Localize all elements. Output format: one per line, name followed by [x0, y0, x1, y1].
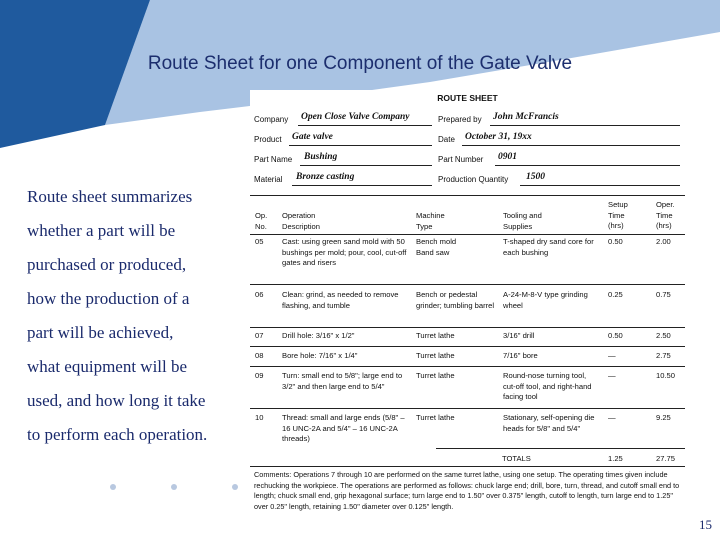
route-sheet — [250, 90, 685, 525]
machine-type: Turret lathe — [416, 413, 455, 422]
date-field — [438, 132, 683, 145]
page-number: 15 — [699, 517, 712, 532]
totals-setup: 1.25 — [608, 454, 623, 463]
prepared-by-field — [438, 112, 683, 125]
machine-type: Bench or pedestal grinder; tumbling barrel — [416, 290, 495, 310]
material-field — [254, 172, 432, 185]
row-rule — [250, 408, 685, 409]
operation-description: Drill hole: 3/16" x 1/2" — [282, 331, 355, 340]
part-name-field — [254, 152, 432, 165]
date-label: Date — [438, 135, 455, 144]
machine-type: Bench mold Band saw — [416, 237, 457, 257]
setup-time: 0.25 — [608, 290, 623, 299]
part-number-field — [438, 152, 683, 165]
bullet-line: part will be achieved, — [27, 323, 174, 342]
operation-description: Clean: grind, as needed to remove flashing, and tumble — [282, 290, 399, 310]
tooling-supplies: Stationary, self-opening die heads for 5/8" and 5/4" — [503, 413, 595, 433]
table-top-rule — [250, 195, 685, 196]
field-line — [300, 165, 432, 166]
setup-time: — — [608, 413, 616, 422]
row-rule — [250, 327, 685, 328]
field-line — [495, 165, 680, 166]
route-sheet-comments: Comments: Operations 7 through 10 are performed on the same turret lathe, using one setup. The operating times given include rechucking the workpiece. The operations are performed as follows: chuck large end; drill, bore, turn, thread, and cutoff small end to length; chuck small end, grip hexagonal surface; turn large end to 1.50" over 0.375" length, cutoff to length, turn large end to 1.25" over 0.25" length, retaining 1.50" diameter over 0.125" length. — [254, 470, 680, 511]
bullet-line: purchased or produced, — [27, 255, 187, 274]
machine-type: Turret lathe — [416, 371, 455, 380]
company-label: Company — [254, 115, 289, 124]
op-number: 10 — [255, 413, 264, 422]
field-line — [462, 145, 680, 146]
oper-time: 0.75 — [656, 290, 671, 299]
oper-time: 2.00 — [656, 237, 671, 246]
dot — [171, 484, 177, 490]
tooling-supplies: Round-nose turning tool, cut-off tool, and right-hand facing tool — [503, 371, 592, 401]
col-tooling-header: Tooling and Supplies — [503, 211, 542, 231]
bullet-line: to perform each operation. — [27, 425, 208, 444]
prepared-by-value: John McFrancis — [493, 112, 559, 122]
setup-time: — — [608, 371, 616, 380]
field-line — [289, 145, 432, 146]
production-quantity-field — [438, 172, 683, 185]
operation-description: Bore hole: 7/16" x 1/4" — [282, 351, 358, 360]
route-sheet-title: ROUTE SHEET — [437, 93, 498, 103]
part-number-label: Part Number — [438, 155, 484, 164]
totals-oper: 27.75 — [656, 454, 676, 463]
totals-label: TOTALS — [502, 454, 531, 463]
bullet-line: whether a part will be — [27, 221, 176, 240]
part-name-label: Part Name — [254, 155, 293, 164]
oper-time: 9.25 — [656, 413, 671, 422]
product-field — [254, 132, 432, 145]
operation-description: Thread: small and large ends (5/8" – 16 UNC-2A and 5/4" – 16 UNC-2A threads) — [282, 413, 405, 443]
material-value: Bronze casting — [296, 172, 355, 182]
machine-type: Turret lathe — [416, 331, 455, 340]
prepared-by-label: Prepared by — [438, 115, 482, 124]
tooling-supplies: T-shaped dry sand core for each bushing — [503, 237, 594, 257]
machine-type: Turret lathe — [416, 351, 455, 360]
bullet-text — [27, 180, 249, 452]
field-line — [292, 185, 432, 186]
bullet-line: Route sheet summarizes — [27, 187, 193, 206]
oper-time: 2.75 — [656, 351, 671, 360]
dot — [232, 484, 238, 490]
production-quantity-label: Production Quantity — [438, 175, 509, 184]
slide-title: Route Sheet for one Component of the Gate Valve — [147, 53, 573, 74]
col-setup-header: Setup Time (hrs) — [608, 200, 628, 230]
part-number-value: 0901 — [498, 152, 517, 162]
header-rule — [250, 234, 685, 235]
bullet-line: what equipment will be — [27, 357, 188, 376]
totals-top-rule — [436, 448, 685, 449]
part-name-value: Bushing — [304, 152, 338, 162]
field-line — [490, 125, 680, 126]
col-oper-header: Oper. Time (hrs) — [656, 200, 675, 230]
op-number: 07 — [255, 331, 264, 340]
row-rule — [250, 284, 685, 285]
op-number: 08 — [255, 351, 264, 360]
oper-time: 10.50 — [656, 371, 676, 380]
operation-description: Cast: using green sand mold with 50 bushings per mold; pour, cool, cut-off gates and risers — [282, 237, 407, 267]
field-line — [298, 125, 432, 126]
row-rule — [250, 366, 685, 367]
product-value: Gate valve — [292, 132, 333, 142]
bullet-line: how the production of a — [27, 289, 190, 308]
col-machine-header: Machine Type — [416, 211, 445, 231]
company-field — [254, 112, 432, 125]
operation-description: Turn: small end to 5/8"; large end to 3/2" and then large end to 5/4" — [282, 371, 403, 391]
tooling-supplies: 3/16" drill — [503, 331, 535, 340]
material-label: Material — [254, 175, 283, 184]
tooling-supplies: A-24-M-8-V type grinding wheel — [503, 290, 588, 310]
product-label: Product — [254, 135, 282, 144]
op-number: 06 — [255, 290, 264, 299]
op-number: 09 — [255, 371, 264, 380]
col-op-no-header: Op. No. — [255, 211, 268, 231]
op-number: 05 — [255, 237, 264, 246]
col-operation-header: Operation Description — [282, 211, 320, 231]
date-value: October 31, 19xx — [465, 132, 532, 142]
dot — [110, 484, 116, 490]
totals-bottom-rule — [250, 466, 685, 467]
company-value: Open Close Valve Company — [301, 112, 410, 122]
setup-time: 0.50 — [608, 237, 623, 246]
bullet-line: used, and how long it take — [27, 391, 206, 410]
field-line — [520, 185, 680, 186]
setup-time: — — [608, 351, 616, 360]
oper-time: 2.50 — [656, 331, 671, 340]
production-quantity-value: 1500 — [526, 172, 545, 182]
row-rule — [250, 346, 685, 347]
setup-time: 0.50 — [608, 331, 623, 340]
tooling-supplies: 7/16" bore — [503, 351, 538, 360]
